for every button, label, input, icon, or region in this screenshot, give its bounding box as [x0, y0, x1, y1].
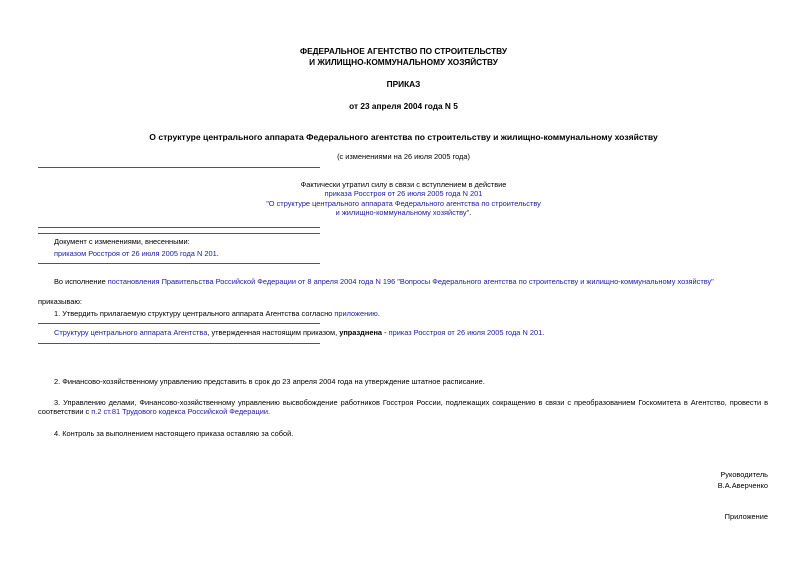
abolished-status: упразднена — [339, 328, 383, 337]
preamble — [54, 277, 714, 286]
abolished-order-link[interactable]: приказ Росстроя от 26 июля 2005 года N 201 — [388, 328, 543, 337]
validity-link-line3[interactable]: и жилищно-коммунальному хозяйству" — [335, 207, 470, 217]
agency-name-line1: ФЕДЕРАЛЬНОЕ АГЕНТСТВО ПО СТРОИТЕЛЬСТВУ — [300, 46, 507, 56]
divider — [38, 343, 320, 344]
abolished-note — [54, 328, 544, 337]
abolished-text: , утвержденная настоящим приказом, — [207, 328, 340, 337]
divider — [38, 233, 320, 234]
signature-position: Руководитель — [720, 470, 768, 479]
item-3 — [38, 398, 768, 417]
agency-name-line2: И ЖИЛИЩНО-КОММУНАЛЬНОМУ ХОЗЯЙСТВУ — [309, 57, 498, 67]
item-1-text: 1. Утвердить прилагаемую структуру центрального аппарата Агентства согласно — [54, 309, 335, 318]
abolished-period: . — [542, 328, 545, 337]
item-4: 4. Контроль за выполнением настоящего приказа оставляю за собой. — [54, 429, 294, 438]
divider — [38, 323, 320, 324]
preamble-link[interactable]: постановления Правительства Российской Федерации от 8 апреля 2004 года N 196 "Вопросы Федерального агентства по строительству и жилищно-коммунальному хозяйству" — [107, 277, 714, 286]
preamble-prefix: Во исполнение — [54, 277, 108, 286]
doc-date: от 23 апреля 2004 года N 5 — [349, 101, 458, 111]
validity-period: . — [469, 207, 472, 217]
changes-note-ref — [54, 249, 219, 258]
order-word: приказываю: — [38, 297, 82, 306]
validity-link-line2[interactable]: "О структуре центрального аппарата Федерального агентства по строительству — [266, 198, 541, 208]
appendix-link[interactable]: приложению — [334, 309, 378, 318]
changes-period: . — [216, 249, 219, 258]
doc-type: ПРИКАЗ — [386, 79, 421, 89]
item-3-text: 3. Управлению делами, Финансово-хозяйственному управлению высвобождение работников Госстроя России, подлежащих сокращению в связи с преобразованием Госкомитета в Агентство, провести в соответствии с — [38, 398, 768, 417]
item-3-period: . — [267, 407, 271, 417]
appendix-label: Приложение — [724, 512, 768, 521]
changes-note-label: Документ с изменениями, внесенными: — [54, 237, 190, 246]
divider — [38, 227, 320, 228]
item-1-period: . — [377, 309, 380, 318]
labor-code-link[interactable]: п.2 ст.81 Трудового кодекса Российской Федерации — [91, 407, 268, 417]
validity-text: Фактически утратил силу в связи с вступлением в действие — [300, 180, 507, 189]
divider — [38, 167, 320, 168]
signature-name: В.А.Аверченко — [717, 481, 768, 490]
abolished-dash: - — [382, 328, 389, 337]
validity-link-line1[interactable]: приказа Росстроя от 26 июля 2005 года N 201 — [324, 189, 483, 199]
validity-note — [170, 180, 637, 217]
structure-link[interactable]: Структуру центрального аппарата Агентства — [54, 328, 208, 337]
item-1 — [54, 309, 380, 318]
page-title: О структуре центрального аппарата Федерального агентства по строительству и жилищно-коммунальному хозяйству — [149, 132, 658, 142]
amendments-note: (с изменениями на 26 июля 2005 года) — [337, 152, 470, 161]
item-2: 2. Финансово-хозяйственному управлению представить в срок до 23 апреля 2004 года на утверждение штатное расписание. — [54, 377, 485, 386]
divider — [38, 263, 320, 264]
changes-note-link[interactable]: приказом Росстроя от 26 июля 2005 года N 201 — [54, 249, 217, 258]
